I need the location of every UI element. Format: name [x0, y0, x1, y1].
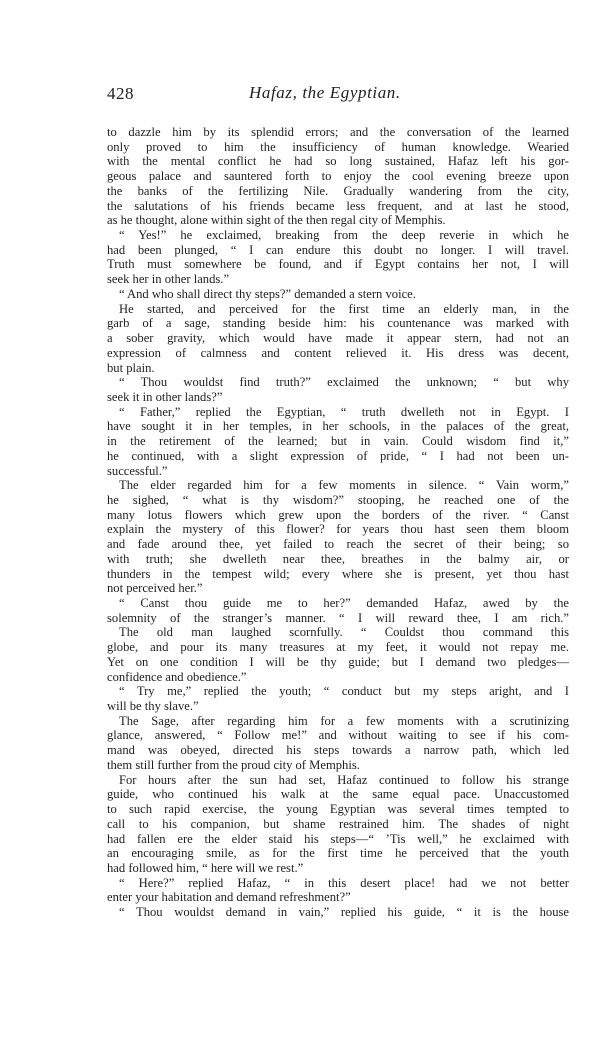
text-line: he sighed, “ what is thy wisdom?” stooping, he reached one of the: [107, 492, 569, 507]
text-line: “ Thou wouldst find truth?” exclaimed the unknown; “ but why: [119, 375, 569, 390]
text-line: only proved to him the insufficiency of human knowledge. Wearied: [107, 139, 569, 154]
text-line: “ Father,” replied the Egyptian, “ truth dwelleth not in Egypt. I: [119, 404, 569, 419]
text-line: seek her in other lands.”: [107, 272, 230, 287]
text-line: had been plunged, “ I can endure this doubt no longer. I will travel.: [107, 242, 569, 257]
text-line: The old man laughed scornfully. “ Couldst thou command this: [119, 625, 569, 640]
text-line: geous palace and sauntered forth to enjoy the cool evening breeze upon: [107, 169, 569, 184]
text-line: to such rapid exercise, the young Egyptian was several times tempted to: [107, 802, 569, 817]
text-line: explain the mystery of this flower? for years thou hast seen them bloom: [107, 522, 569, 537]
text-line: thunders in the tempest wild; every where she is present, yet thou hast: [107, 566, 569, 581]
text-line: a sober gravity, which would have made it appear stern, had not an: [107, 331, 569, 346]
text-line: expression of calmness and content relieved it. His dress was decent,: [107, 345, 569, 360]
text-line: the banks of the fertilizing Nile. Gradually wandering from the city,: [107, 183, 569, 198]
text-line: he continued, with a slight expression of pride, “ I had not been un-: [107, 448, 569, 463]
text-line: will be thy slave.”: [107, 699, 199, 714]
text-line: Truth must somewhere be found, and if Egypt contains her not, I will: [107, 257, 569, 272]
text-line: “ Canst thou guide me to her?” demanded Hafaz, awed by the: [119, 596, 569, 610]
text-line: For hours after the sun had set, Hafaz continued to follow his strange: [119, 772, 569, 787]
text-line: “ Thou wouldst demand in vain,” replied his guide, “ it is the house: [119, 905, 569, 920]
page-number: 428: [107, 84, 134, 103]
text-line: call to his companion, but shame restrained him. The shades of night: [107, 816, 569, 831]
text-line: had followed him, “ here will we rest.”: [107, 860, 304, 875]
text-line: solemnity of the stranger’s manner. “ I will reward thee, I am rich.”: [107, 610, 569, 625]
text-line: garb of a sage, standing beside him: his countenance was marked with: [107, 316, 569, 331]
text-line: with the mental conflict he had so long sustained, Hafaz left his gor-: [107, 154, 569, 169]
text-line: but plain.: [107, 360, 155, 375]
page-header: [107, 76, 569, 106]
text-line: He started, and perceived for the first time an elderly man, in the: [119, 301, 569, 316]
text-line: many lotus flowers which grew upon the borders of the river. “ Canst: [107, 507, 569, 522]
text-line: with truth; she dwelleth near thee, breathes in the balmy air, or: [107, 551, 569, 566]
text-line: guide, who continued his walk at the same equal pace. Unaccustomed: [107, 787, 569, 802]
text-line: globe, and pour its many treasures at my feet, it would not repay me.: [107, 640, 569, 655]
text-line: successful.”: [107, 463, 168, 478]
text-line: an encouraging smile, as for the first time he perceived that the youth: [107, 846, 569, 861]
text-line: the salutations of his friends became less frequent, and at last he stood,: [107, 198, 569, 213]
text-line: glance, answered, “ Follow me!” and without waiting to see if his com-: [107, 728, 569, 743]
text-line: them still further from the proud city of Memphis.: [107, 757, 360, 772]
text-line: to dazzle him by its splendid errors; and the conversation of the learned: [107, 125, 569, 139]
text-line: The Sage, after regarding him for a few moments with a scrutinizing: [119, 713, 569, 728]
text-line: seek it in other lands?”: [107, 389, 223, 404]
text-line: in the retirement of the learned; but in vain. Could wisdom find it,”: [107, 434, 569, 449]
text-line: had fallen ere the elder staid his steps—“ ’Tis well,” he exclaimed with: [107, 831, 569, 846]
text-line: and fade around thee, yet failed to reach the secret of their being; so: [107, 537, 569, 552]
text-line: “ Yes!” he exclaimed, breaking from the deep reverie in which he: [119, 228, 569, 243]
text-line: “ Here?” replied Hafaz, “ in this desert place! had we not better: [119, 875, 569, 890]
text-line: “ Try me,” replied the youth; “ conduct but my steps aright, and I: [119, 684, 569, 699]
text-line: Yet on one condition I will be thy guide; but I demand two pledges—: [107, 654, 569, 669]
text-line: The elder regarded him for a few moments in silence. “ Vain worm,”: [119, 478, 569, 493]
text-line: enter your habitation and demand refreshment?”: [107, 890, 351, 905]
text-line: as he thought, alone within sight of the then regal city of Memphis.: [107, 213, 446, 228]
text-line: have sought it in her temples, in her schools, in the palaces of the great,: [107, 419, 569, 434]
running-title: Hafaz, the Egyptian.: [249, 83, 401, 102]
text-line: not perceived her.”: [107, 581, 203, 596]
body-text: [107, 125, 569, 920]
text-line: “ And who shall direct thy steps?” demanded a stern voice.: [119, 286, 416, 301]
text-line: confidence and obedience.”: [107, 669, 247, 684]
text-line: mand was obeyed, directed his steps towards a narrow path, which led: [107, 743, 569, 758]
